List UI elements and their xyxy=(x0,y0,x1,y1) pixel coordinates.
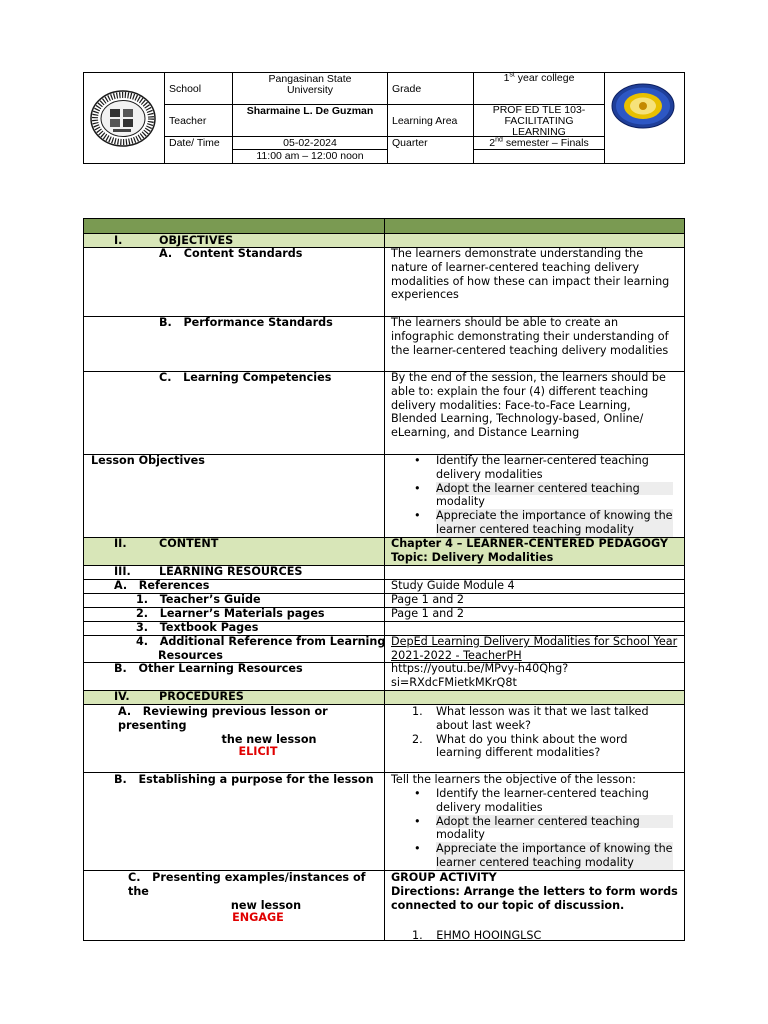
teacher-value: Sharmaine L. De Guzman xyxy=(246,105,374,117)
resources-heading: LEARNING RESOURCES xyxy=(159,565,303,578)
teachers-guide-label: 1. Teacher’s Guide xyxy=(136,593,261,606)
list-item: • Appreciate the importance of knowing the learner centered teaching modality xyxy=(436,509,673,537)
lesson-objectives-list xyxy=(436,454,673,537)
references-label: A. References xyxy=(114,579,210,592)
performance-standards-label: B. Performance Standards xyxy=(159,316,333,329)
other-resources-label: B. Other Learning Resources xyxy=(114,662,303,675)
learners-materials-label: 2. Learner’s Materials pages xyxy=(136,607,325,620)
learners-materials-value: Page 1 and 2 xyxy=(391,607,465,620)
list-item: • Adopt the learner centered teaching modality xyxy=(436,815,673,843)
puzzle-item: 1. EHMO HOOINGLSC xyxy=(412,929,542,942)
elicit-tag: ELICIT xyxy=(238,745,278,758)
objectives-heading: OBJECTIVES xyxy=(159,234,234,247)
header-table xyxy=(83,72,685,164)
school-label: School xyxy=(169,83,202,95)
procedures-number: IV. xyxy=(114,690,130,703)
date-value: 05-02-2024 xyxy=(283,137,337,149)
list-item: • Appreciate the importance of knowing the learner centered teaching modality xyxy=(436,842,673,870)
other-resources-link[interactable]: https://youtu.be/MPvy-h40Qhg? si=RXdcFMietkMKrQ8t xyxy=(391,662,569,689)
learning-area-value: PROF ED TLE 103- FACILITATING LEARNING xyxy=(492,104,586,138)
date-time-label: Date/ Time xyxy=(169,137,220,149)
lesson-plan-table xyxy=(83,218,685,941)
list-item: • Adopt the learner centered teaching modality xyxy=(436,482,673,510)
content-number: II. xyxy=(114,537,127,550)
grade-value: 1st year college xyxy=(503,71,575,84)
university-seal-logo xyxy=(90,90,156,147)
content-standards-text: The learners demonstrate understanding the nature of learner-centered teaching delivery modalities of how these can impact their learning experiences xyxy=(391,247,670,302)
additional-reference-link[interactable]: DepEd Learning Delivery Modalities for School Year 2021-2022 - TeacherPH xyxy=(391,635,678,662)
school-value: Pangasinan State University xyxy=(268,73,352,96)
purpose-intro: Tell the learners the objective of the lesson: xyxy=(391,773,636,786)
references-value: Study Guide Module 4 xyxy=(391,579,515,592)
activity-directions: Directions: Arrange the letters to form words connected to our topic of discussion. xyxy=(391,885,678,912)
list-item: • Identify the learner-centered teaching delivery modalities xyxy=(436,787,673,815)
purpose-objectives-list xyxy=(436,787,673,870)
lesson-objectives-label: Lesson Objectives xyxy=(91,454,205,467)
learning-area-label: Learning Area xyxy=(392,115,458,127)
learning-competencies-text: By the end of the session, the learners should be able to: explain the four (4) different teaching delivery modalities: Face-to-Face Learning, Blended Learning, Technology-based, Online/ eLearning, and Distance Learning xyxy=(391,371,666,440)
teacher-label: Teacher xyxy=(169,115,207,127)
grade-label: Grade xyxy=(392,83,422,95)
quarter-label: Quarter xyxy=(392,137,428,149)
examples-label: C. Presenting examples/instances of the new lesson xyxy=(128,871,366,912)
textbook-pages-label: 3. Textbook Pages xyxy=(136,621,259,634)
list-item: 2. What do you think about the word learning different modalities? xyxy=(412,732,628,760)
content-chapter: Chapter 4 – LEARNER-CENTERED PEDAGOGY Topic: Delivery Modalities xyxy=(391,537,668,564)
content-heading: CONTENT xyxy=(159,537,219,550)
procedures-heading: PROCEDURES xyxy=(159,690,244,703)
list-item: 1. What lesson was it that we last talked about last week? xyxy=(412,705,649,732)
resources-number: III. xyxy=(114,565,131,578)
purpose-label: B. Establishing a purpose for the lesson xyxy=(114,773,374,786)
content-standards-label: A. Content Standards xyxy=(159,247,303,260)
engage-tag: ENGAGE xyxy=(232,911,284,924)
quarter-value: 2nd semester – Finals xyxy=(489,136,589,149)
list-item: • Identify the learner-centered teaching delivery modalities xyxy=(436,454,673,482)
group-activity-heading: GROUP ACTIVITY xyxy=(391,871,497,884)
review-questions-list xyxy=(412,705,649,760)
additional-reference-label: 4. Additional Reference from Learning Resources xyxy=(136,635,386,662)
objectives-number: I. xyxy=(114,234,123,247)
learning-competencies-label: C. Learning Competencies xyxy=(159,371,332,384)
campus-seal-logo xyxy=(611,83,675,129)
teachers-guide-value: Page 1 and 2 xyxy=(391,593,465,606)
review-lesson-label: A. Reviewing previous lesson or presenting the new lesson xyxy=(118,705,328,746)
performance-standards-text: The learners should be able to create an infographic demonstrating their understanding of the learner-centered teaching delivery modalities xyxy=(391,316,669,357)
time-value: 11:00 am – 12:00 noon xyxy=(256,150,364,162)
